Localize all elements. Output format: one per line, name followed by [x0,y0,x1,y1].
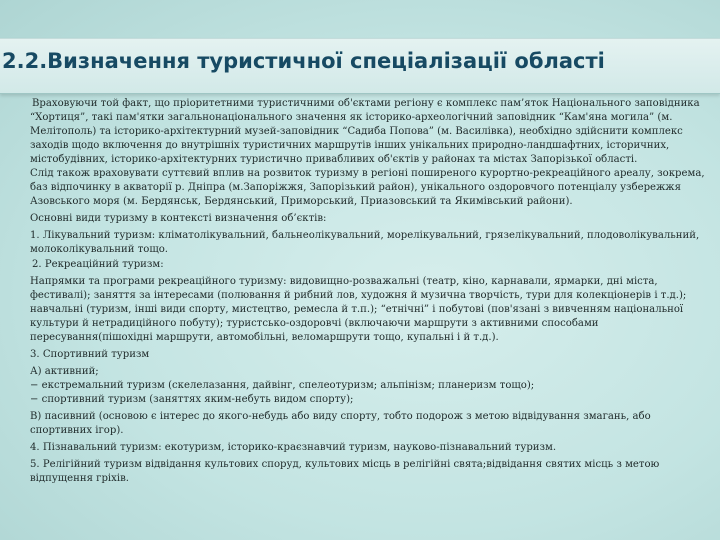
sub-item-extreme: − екстремальний туризм (скелелазання, дайвінг, спелеотуризм; альпінізм; планеризм тощо); [30,379,535,391]
paragraph-recreational-directions: Напрямки та програми рекреаційного туризму: видовищно-розважальні (театр, кіно, карнавали, ярмарки, дні міста, фестивалі); заняття за інтересами (полювання й рибний лов, художня й музична творчість, тури для колекціонерів і т.д.); навчальні (туризм, інші види спорту, мистецтво, ремесла й т.п.); “етнічні” і побутові (пов'язані з вивченням національної культури й нетрадиційного побуту); туристсько-оздоровчі (включаючи маршрути з активними способами пересування(пішохідні маршрути, автомобільні, веломаршрути тощо, купальні і й т.д.). [30,275,687,343]
paragraph-intro: Враховуючи той факт, що пріоритетними туристичними об'єктами регіону є комплекс пам’яток Національного заповідника “Хортиця”, такі пам'ятки загальнонаціонального значення як історико-археологічний заповідник “Кам'яна могила” (м. Мелітополь) та історико-архітектурний музей-заповідник “Садиба Попова” (м. Василівка), необхідно здійснити комплекс заходів щодо включення до внутрішніх туристичних маршрутів інших унікальних природно-ландшафтних, історичних, містобудівних, історико-архітектурних туристично привабливих об'єктів у районах та містах Запорізької області. [30,98,700,166]
list-item-cognitive-tourism: 4. Пізнавальний туризм: екотуризм, історико-краєзнавчий туризм, науково-пізнавальний туризм. [30,442,557,454]
sub-item-active: А) активний; [30,365,99,377]
paragraph-types-heading: Основні види туризму в контексті визначення об’єктів: [30,213,327,225]
list-item-sports-tourism: 3. Спортивний туризм [30,348,150,360]
paragraph-resort-influence: Слід також враховувати суттєвий вплив на розвиток туризму в регіоні поширеного курортно-рекреаційного ареалу, зокрема, баз відпочинку в акваторії р. Дніпра (м.Запоріжжя, Запорізький район), унікального оздоровчого потенціалу узбережжя Азовського моря (м. Бердянськ, Бердянський, Приморський, Приазовський та Якимівський райони). [30,168,705,208]
list-item-recreational-tourism: 2. Рекреаційний туризм: [32,258,164,270]
body-text [30,97,710,537]
list-item-medical-tourism: 1. Лікувальний туризм: кліматолікувальний, бальнеолікувальний, морелікувальний, грязелікувальний, плодоволікувальний, молоколікувальний тощо. [30,230,700,256]
title-bar [0,38,720,94]
list-item-religious-tourism: 5. Релігійний туризм відвідання культових споруд, культових місць в релігійні свята;відвідання святих місць з метою відпущення гріхів. [30,459,660,485]
sub-item-sport: − спортивний туризм (заняттях яким-небуть видом спорту); [30,393,354,405]
page-title: 2.2.Визначення туристичної спеціалізації області [2,49,605,73]
sub-item-passive: В) пасивний (основою є інтерес до якого-небудь або виду спорту, тобто подорож з метою відвідування змагань, або спортивних ігор). [30,410,651,437]
